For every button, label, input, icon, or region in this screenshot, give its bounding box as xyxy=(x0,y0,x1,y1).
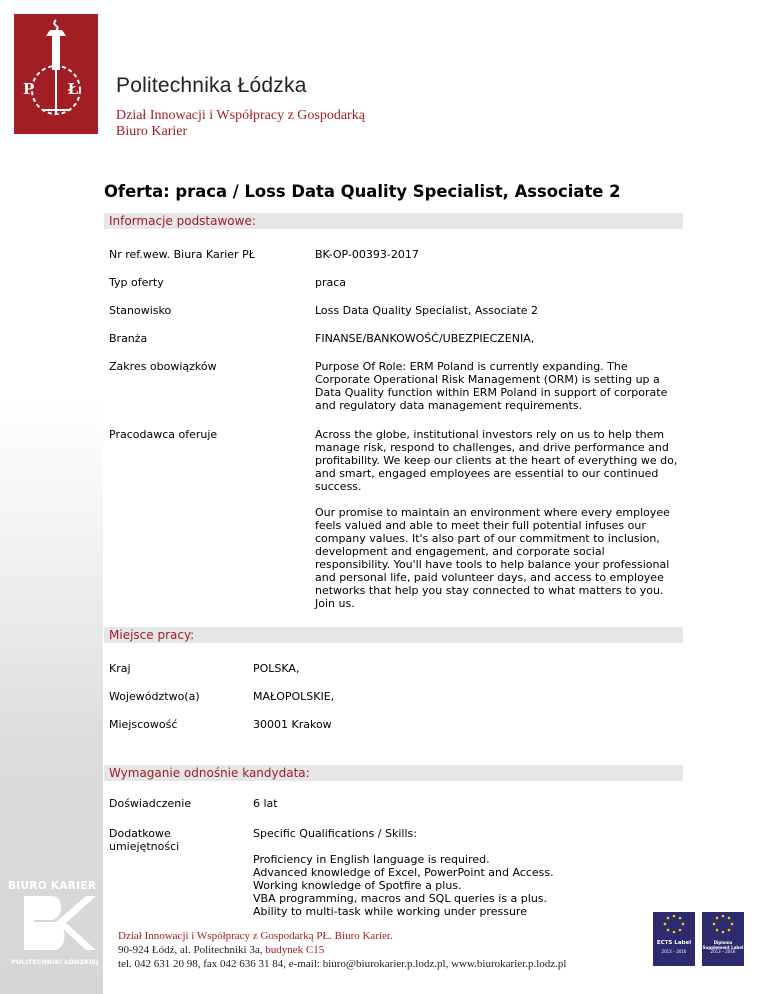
row-value: Purpose Of Role: ERM Poland is currently expanding. The Corporate Operational Risk Management (ORM) is setting up a Data Quality function within ERM Poland in support of corporate and regulatory data management requirements. xyxy=(315,360,668,412)
ects-label-badge xyxy=(653,912,695,966)
row-value: BK-OP-00393-2017 xyxy=(315,248,419,261)
ects-years-text: 2013 – 2016 xyxy=(661,949,687,954)
row-label: Kraj xyxy=(109,662,131,675)
row-label: Zakres obowiązków xyxy=(109,360,217,373)
list-item: Working knowledge of Spotfire a plus. xyxy=(253,879,462,892)
university-logo xyxy=(14,14,98,134)
department-name: Dział Innowacji i Współpracy z Gospodarką xyxy=(116,108,365,123)
list-item: Advanced knowledge of Excel, PowerPoint and Access. xyxy=(253,866,554,879)
bk-logo-bottom-text: POLITECHNIKI ŁÓDZKIEJ xyxy=(11,958,99,966)
row-label: Dodatkowe umiejętności xyxy=(109,827,180,853)
ds-years-text: 2013 – 2016 xyxy=(710,949,736,954)
list-item: Ability to multi-task while working under pressure xyxy=(253,905,527,918)
row-value xyxy=(253,827,683,918)
row-label: Stanowisko xyxy=(109,304,172,317)
row-value xyxy=(315,428,680,610)
list-item: Proficiency in English language is required. xyxy=(253,853,490,866)
paragraph: Our promise to maintain an environment where every employee feels valued and able to meet their full potential infuses our company values. It's also part of our commitment to inclusion, development and engagement, and corporate social responsibility. You'll have tools to help balance your professional and personal life, paid volunteer days, and access to employee networks that help you stay connected to what matters to you. Join us. xyxy=(315,506,670,610)
row-label: Pracodawca oferuje xyxy=(109,428,218,441)
offer-title: Oferta: praca / Loss Data Quality Specialist, Associate 2 xyxy=(104,182,621,201)
row-value: praca xyxy=(315,276,347,289)
section-heading-requirements: Wymaganie odnośnie kandydata: xyxy=(104,765,683,781)
university-name: Politechnika Łódzka xyxy=(116,74,307,97)
section-heading-place: Miejsce pracy: xyxy=(104,627,683,643)
row-value: MAŁOPOLSKIE, xyxy=(253,690,335,703)
row-label: Nr ref.wew. Biura Karier PŁ xyxy=(109,248,255,261)
footer-phone: tel. 042 631 20 98, fax 042 636 31 84, e-mail: xyxy=(118,958,323,970)
footer-address-text: 90-924 Łódź, al. Politechniki 3a, xyxy=(118,944,266,956)
skills-intro: Specific Qualifications / Skills: xyxy=(253,827,417,840)
website-link[interactable]: www.biurokarier.p.lodz.pl xyxy=(451,958,567,970)
skills-list xyxy=(253,853,683,918)
diploma-supplement-badge xyxy=(702,912,744,966)
footer-address xyxy=(118,944,324,956)
row-value: Loss Data Quality Specialist, Associate 2 xyxy=(315,304,539,317)
row-label: Doświadczenie xyxy=(109,797,192,810)
footer-building: budynek C15 xyxy=(265,944,325,956)
torch-emblem-icon xyxy=(14,14,98,134)
footer-office: Dział Innowacji i Współpracy z Gospodarką PŁ. Biuro Karier. xyxy=(118,930,393,942)
ects-label-text: ECTS Label xyxy=(656,940,692,946)
eu-stars-icon xyxy=(702,912,744,940)
bk-logo-top-text: BIURO KARIER xyxy=(8,880,97,892)
section-heading-basic: Informacje podstawowe: xyxy=(104,213,683,229)
row-value: 6 lat xyxy=(253,797,278,810)
paragraph: Across the globe, institutional investors rely on us to help them manage risk, respond to challenges, and drive performance and profitability. We keep our clients at the heart of everything we do, and smart, engaged employees are essential to our continued success. xyxy=(315,428,678,493)
list-item: VBA programming, macros and SQL queries is a plus. xyxy=(253,892,548,905)
office-name: Biuro Karier xyxy=(116,124,188,139)
eu-stars-icon xyxy=(653,912,695,940)
email-link[interactable]: biuro@biurokarier.p.lodz.pl xyxy=(322,958,446,970)
row-label: Miejscowość xyxy=(109,718,178,731)
ds-label-text: Diploma Supplement Label xyxy=(702,940,744,950)
bk-logo-icon xyxy=(6,892,98,954)
row-value: FINANSE/BANKOWOŚĆ/UBEZPIECZENIA, xyxy=(315,332,535,345)
row-label: Branża xyxy=(109,332,148,345)
left-decorative-strip xyxy=(0,0,103,994)
footer-contact xyxy=(118,958,566,970)
logo-letters: P Ł xyxy=(23,80,93,98)
row-label: Województwo(a) xyxy=(109,690,200,703)
row-value: 30001 Krakow xyxy=(253,718,332,731)
row-label: Typ oferty xyxy=(109,276,164,289)
footer-separator: , xyxy=(445,958,452,970)
row-value: POLSKA, xyxy=(253,662,300,675)
